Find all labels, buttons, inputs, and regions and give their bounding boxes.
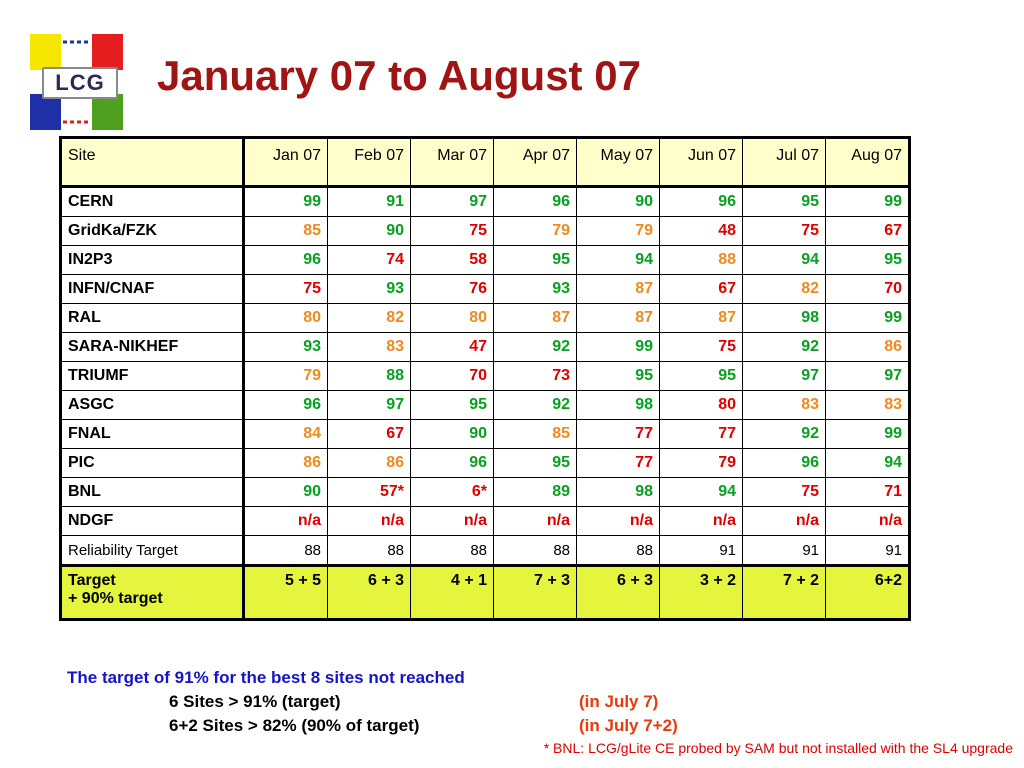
column-header-month: Feb 07	[328, 138, 411, 187]
value-cell: 70	[411, 362, 494, 391]
value-cell: 47	[411, 333, 494, 362]
reliability-target-row	[61, 536, 910, 566]
value-cell: 92	[494, 333, 577, 362]
target-cell: 7 + 3	[494, 566, 577, 620]
reliability-table	[59, 136, 911, 621]
target-cell: 6 + 3	[328, 566, 411, 620]
value-cell: 94	[577, 246, 660, 275]
value-cell: 96	[494, 187, 577, 217]
table-row	[61, 304, 910, 333]
value-cell: 80	[660, 391, 743, 420]
value-cell: n/a	[577, 507, 660, 536]
value-cell: 67	[328, 420, 411, 449]
value-cell: 95	[494, 449, 577, 478]
value-cell: 76	[411, 275, 494, 304]
value-cell: 75	[660, 333, 743, 362]
value-cell: 79	[244, 362, 328, 391]
value-cell: 95	[411, 391, 494, 420]
value-cell: 75	[244, 275, 328, 304]
table-row	[61, 478, 910, 507]
site-name-cell: RAL	[61, 304, 244, 333]
value-cell: 87	[577, 275, 660, 304]
site-name-cell: CERN	[61, 187, 244, 217]
value-cell: n/a	[743, 507, 826, 536]
value-cell: 97	[743, 362, 826, 391]
value-cell: 93	[244, 333, 328, 362]
value-cell: 74	[328, 246, 411, 275]
reliability-target-cell: 88	[577, 536, 660, 566]
value-cell: 75	[743, 478, 826, 507]
value-cell: 97	[826, 362, 910, 391]
table-header-row	[61, 138, 910, 187]
value-cell: 67	[826, 217, 910, 246]
value-cell: 90	[411, 420, 494, 449]
column-header-site: Site	[61, 138, 244, 187]
logo-text: LCG	[42, 67, 118, 99]
value-cell: 92	[743, 333, 826, 362]
value-cell: 73	[494, 362, 577, 391]
value-cell: 84	[244, 420, 328, 449]
value-cell: 90	[577, 187, 660, 217]
target-cell: 7 + 2	[743, 566, 826, 620]
value-cell: 88	[328, 362, 411, 391]
value-cell: 85	[244, 217, 328, 246]
column-header-month: Jan 07	[244, 138, 328, 187]
target-label-line2: + 90% target	[68, 590, 163, 607]
target-cell: 6 + 3	[577, 566, 660, 620]
value-cell: 77	[660, 420, 743, 449]
table-row	[61, 275, 910, 304]
value-cell: 75	[411, 217, 494, 246]
value-cell: 99	[826, 420, 910, 449]
site-name-cell: FNAL	[61, 420, 244, 449]
value-cell: 82	[743, 275, 826, 304]
value-cell: 83	[826, 391, 910, 420]
column-header-month: Jun 07	[660, 138, 743, 187]
target-cell: 3 + 2	[660, 566, 743, 620]
value-cell: 96	[411, 449, 494, 478]
value-cell: 98	[577, 478, 660, 507]
value-cell: 87	[577, 304, 660, 333]
value-cell: 80	[411, 304, 494, 333]
value-cell: n/a	[411, 507, 494, 536]
value-cell: 89	[494, 478, 577, 507]
target-label-line1: Target	[68, 572, 116, 589]
site-name-cell: GridKa/FZK	[61, 217, 244, 246]
value-cell: n/a	[328, 507, 411, 536]
column-header-month: Aug 07	[826, 138, 910, 187]
table-row	[61, 246, 910, 275]
target-cell: 4 + 1	[411, 566, 494, 620]
table-row	[61, 187, 910, 217]
value-cell: 98	[577, 391, 660, 420]
value-cell: 92	[494, 391, 577, 420]
page-title: January 07 to August 07	[157, 52, 641, 99]
value-cell: 86	[244, 449, 328, 478]
value-cell: 95	[743, 187, 826, 217]
value-cell: 99	[577, 333, 660, 362]
value-cell: 48	[660, 217, 743, 246]
site-name-cell: NDGF	[61, 507, 244, 536]
site-name-cell: PIC	[61, 449, 244, 478]
reliability-target-cell: 91	[660, 536, 743, 566]
target-label	[61, 566, 244, 620]
reliability-target-cell: 88	[328, 536, 411, 566]
value-cell: n/a	[244, 507, 328, 536]
table-row	[61, 362, 910, 391]
value-cell: 95	[494, 246, 577, 275]
value-cell: 80	[244, 304, 328, 333]
table-row	[61, 507, 910, 536]
footer-line2-note: (in July 7+2)	[579, 716, 678, 735]
column-header-month: May 07	[577, 138, 660, 187]
value-cell: 86	[826, 333, 910, 362]
value-cell: 93	[328, 275, 411, 304]
value-cell: 87	[660, 304, 743, 333]
value-cell: 83	[328, 333, 411, 362]
value-cell: 96	[244, 391, 328, 420]
footer-line1: 6 Sites > 91% (target)	[169, 692, 341, 711]
table-row	[61, 217, 910, 246]
value-cell: 79	[577, 217, 660, 246]
value-cell: 96	[743, 449, 826, 478]
value-cell: 94	[743, 246, 826, 275]
footer-line2: 6+2 Sites > 82% (90% of target)	[169, 716, 420, 735]
reliability-target-label: Reliability Target	[61, 536, 244, 566]
value-cell: 95	[577, 362, 660, 391]
value-cell: 99	[244, 187, 328, 217]
value-cell: 83	[743, 391, 826, 420]
value-cell: 6*	[411, 478, 494, 507]
value-cell: 91	[328, 187, 411, 217]
site-name-cell: INFN/CNAF	[61, 275, 244, 304]
value-cell: 96	[660, 187, 743, 217]
footer-line1-note: (in July 7)	[579, 692, 659, 711]
value-cell: 99	[826, 304, 910, 333]
value-cell: 92	[743, 420, 826, 449]
value-cell: 90	[328, 217, 411, 246]
value-cell: 82	[328, 304, 411, 333]
value-cell: 88	[660, 246, 743, 275]
value-cell: 97	[411, 187, 494, 217]
footer-headline: The target of 91% for the best 8 sites not reached	[67, 668, 465, 687]
value-cell: 94	[826, 449, 910, 478]
value-cell: 79	[660, 449, 743, 478]
value-cell: 85	[494, 420, 577, 449]
table-row	[61, 391, 910, 420]
value-cell: 79	[494, 217, 577, 246]
value-cell: 95	[826, 246, 910, 275]
reliability-target-cell: 88	[411, 536, 494, 566]
target-cell: 6+2	[826, 566, 910, 620]
value-cell: 77	[577, 449, 660, 478]
site-name-cell: BNL	[61, 478, 244, 507]
value-cell: 75	[743, 217, 826, 246]
value-cell: 95	[660, 362, 743, 391]
value-cell: 71	[826, 478, 910, 507]
column-header-month: Apr 07	[494, 138, 577, 187]
reliability-target-cell: 91	[743, 536, 826, 566]
site-name-cell: TRIUMF	[61, 362, 244, 391]
reliability-target-cell: 88	[494, 536, 577, 566]
target-row	[61, 566, 910, 620]
value-cell: 86	[328, 449, 411, 478]
column-header-month: Jul 07	[743, 138, 826, 187]
value-cell: 58	[411, 246, 494, 275]
table-row	[61, 420, 910, 449]
column-header-month: Mar 07	[411, 138, 494, 187]
site-name-cell: SARA-NIKHEF	[61, 333, 244, 362]
target-cell: 5 + 5	[244, 566, 328, 620]
value-cell: 90	[244, 478, 328, 507]
value-cell: n/a	[660, 507, 743, 536]
value-cell: 77	[577, 420, 660, 449]
reliability-target-cell: 88	[244, 536, 328, 566]
value-cell: 99	[826, 187, 910, 217]
value-cell: 94	[660, 478, 743, 507]
value-cell: 96	[244, 246, 328, 275]
table-row	[61, 449, 910, 478]
value-cell: 93	[494, 275, 577, 304]
site-name-cell: ASGC	[61, 391, 244, 420]
value-cell: 57*	[328, 478, 411, 507]
bnl-footnote: * BNL: LCG/gLite CE probed by SAM but not installed with the SL4 upgrade	[543, 740, 1013, 756]
lcg-logo	[30, 34, 126, 130]
site-name-cell: IN2P3	[61, 246, 244, 275]
reliability-target-cell: 91	[826, 536, 910, 566]
value-cell: 70	[826, 275, 910, 304]
value-cell: n/a	[826, 507, 910, 536]
value-cell: n/a	[494, 507, 577, 536]
value-cell: 87	[494, 304, 577, 333]
table-row	[61, 333, 910, 362]
value-cell: 97	[328, 391, 411, 420]
value-cell: 98	[743, 304, 826, 333]
value-cell: 67	[660, 275, 743, 304]
